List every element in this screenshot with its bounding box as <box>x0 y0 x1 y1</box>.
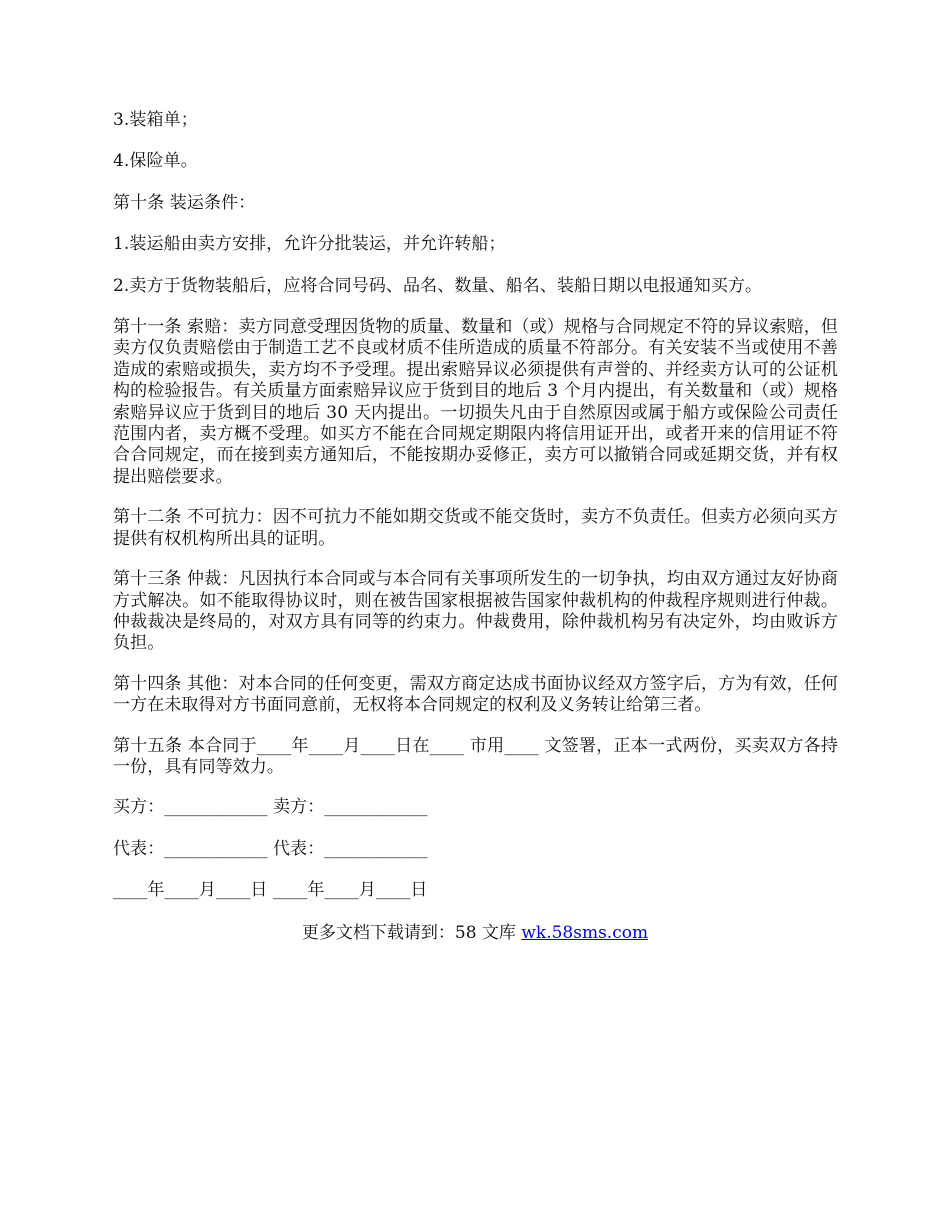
download-footer <box>0 922 950 944</box>
signature-dates-line: ____年____月____日 ____年____月____日 <box>113 880 428 901</box>
article-14-other: 第十四条 其他：对本合同的任何变更，需双方商定达成书面协议经双方签字后，方为有效，任何一方在未取得对方书面同意前，无权将本合同规定的权利及义务转让给第三者。 <box>113 673 838 716</box>
article-10-heading: 第十条 装运条件： <box>113 192 256 213</box>
footer-text: 更多文档下载请到：58 文库 <box>301 923 522 943</box>
footer-link[interactable]: wk.58sms.com <box>521 923 649 943</box>
article-10-item-2: 2.卖方于货物装船后，应将合同号码、品名、数量、船名、装船日期以电报通知买方。 <box>113 275 763 296</box>
article-11-claims: 第十一条 索赔：卖方同意受理因货物的质量、数量和（或）规格与合同规定不符的异议索赔，但卖方仅负责赔偿由于制造工艺不良或材质不佳所造成的质量不符部分。有关安装不当或使用不善造成的索赔或损失，卖方均不予受理。提出索赔异议必须提供有声誉的、并经卖方认可的公证机构的检验报告。有关质量方面索赔异议应于货到目的地后 3 个月内提出，有关数量和（或）规格索赔异议应于货到目的地后 30 天内提出。一切损失凡由于自然原因或属于船方或保险公司责任范围内者，卖方概不受理。如买方不能在合同规定期限内将信用证开出，或者开来的信用证不符合合同规定，而在接到卖方通知后，不能按期办妥修正，卖方可以撤销合同或延期交货，并有权提出赔偿要求。 <box>113 317 838 487</box>
signature-parties-line: 买方：____________ 卖方：____________ <box>113 797 428 818</box>
clause-packing-list: 3.装箱单； <box>113 110 198 130</box>
article-10-item-1: 1.装运船由卖方安排，允许分批装运，并允许转船； <box>113 234 506 255</box>
signature-representatives-line: 代表：____________ 代表：____________ <box>113 838 428 859</box>
article-15-signing: 第十五条 本合同于____年____月____日在____ 市用____ 文签署，正本一式两份，买卖双方各持一份，具有同等效力。 <box>113 735 838 777</box>
contract-body <box>113 110 838 922</box>
article-13-arbitration: 第十三条 仲裁：凡因执行本合同或与本合同有关事项所发生的一切争执，均由双方通过友好协商方式解决。如不能取得协议时，则在被告国家根据被告国家仲裁机构的仲裁程序规则进行仲裁。仲裁裁决是终局的，对双方具有同等的约束力。仲裁费用，除仲裁机构另有决定外，均由败诉方负担。 <box>113 569 838 654</box>
article-12-force-majeure: 第十二条 不可抗力：因不可抗力不能如期交货或不能交货时，卖方不负责任。但卖方必须向买方提供有权机构所出具的证明。 <box>113 507 838 549</box>
clause-insurance-policy: 4.保险单。 <box>113 151 198 172</box>
